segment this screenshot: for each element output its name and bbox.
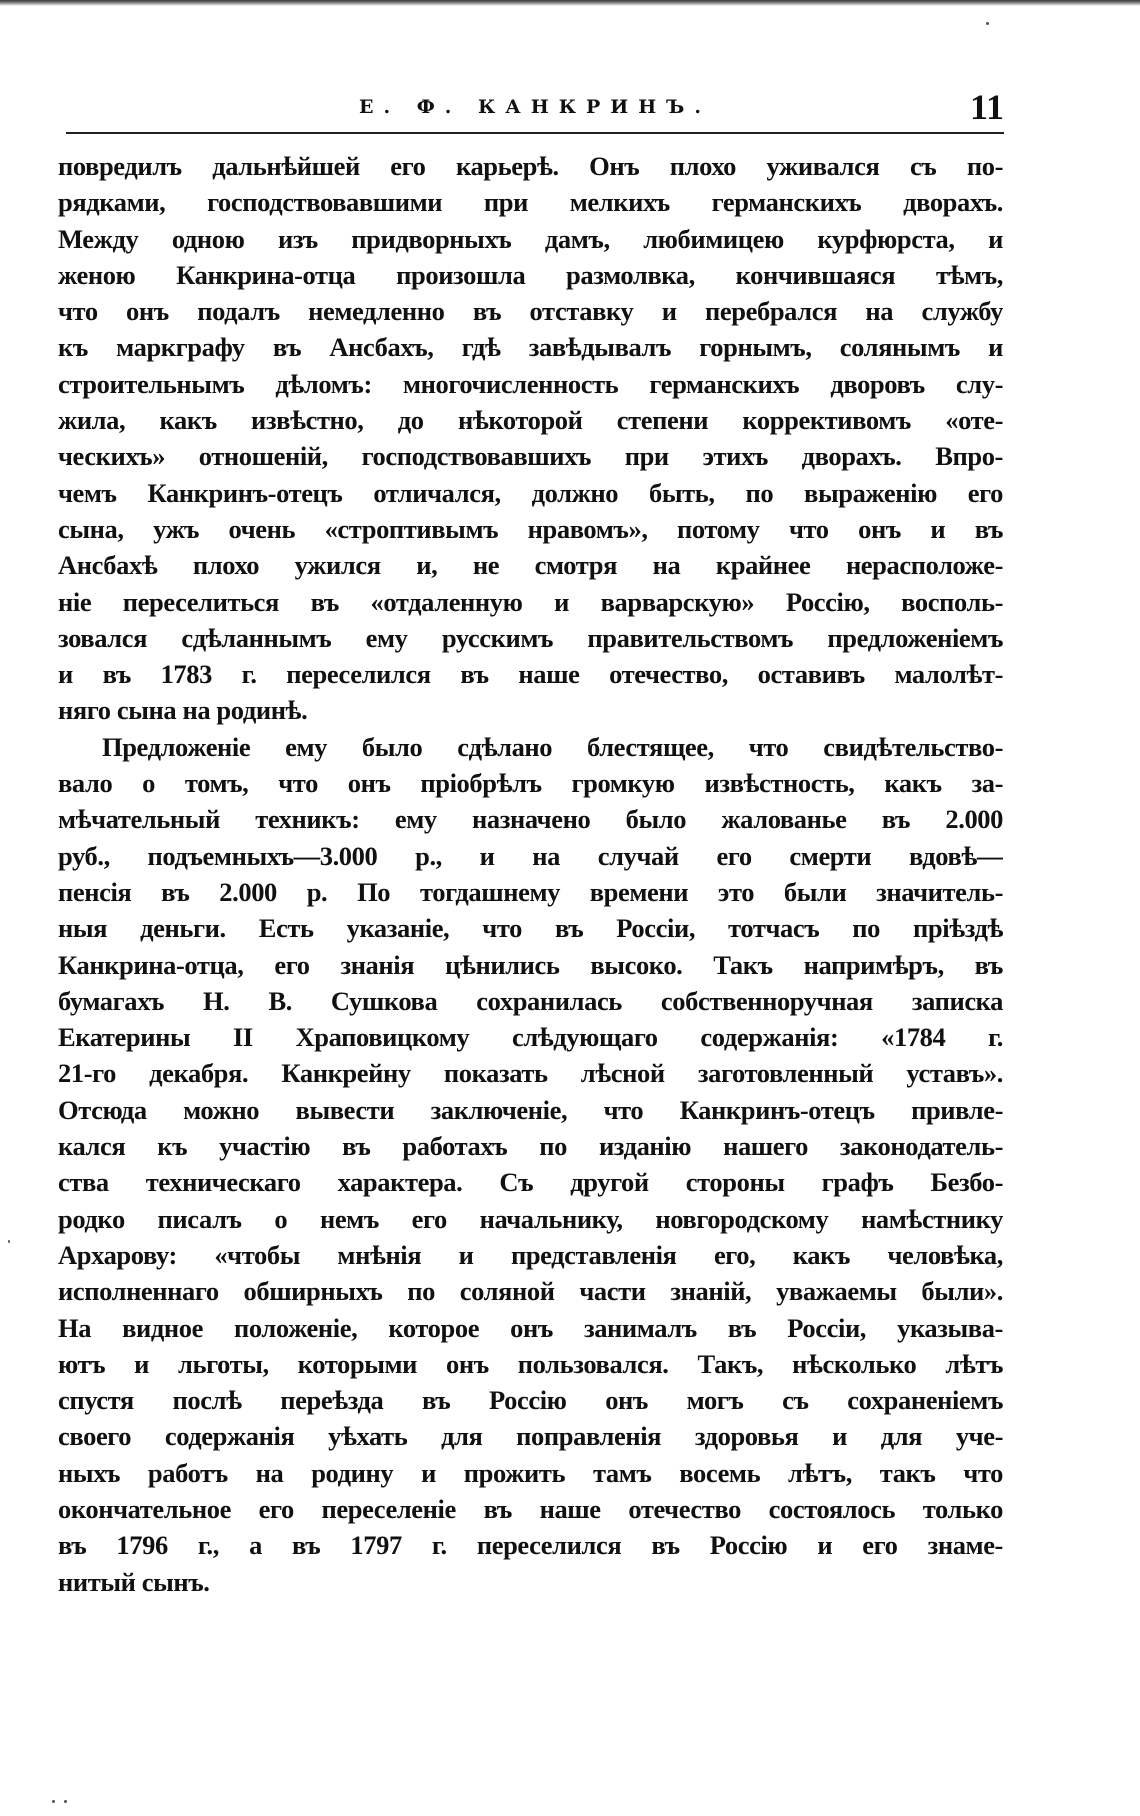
text-line: родко писалъ о немъ его начальнику, новгородскому намѣстнику	[58, 1203, 1003, 1234]
text-line: чемъ Канкринъ-отецъ отличался, должно быть, по выраженію его	[58, 477, 1003, 508]
running-title: Е. Ф. КАНКРИНЪ.	[359, 96, 711, 118]
text-line: Отсюда можно вывести заключеніе, что Канкринъ-отецъ привле-	[58, 1094, 1003, 1125]
scan-speck	[64, 1800, 67, 1803]
text-line: Ансбахѣ плохо ужился и, не смотря на крайнее нерасположе-	[58, 550, 1003, 581]
text-line: строительнымъ дѣломъ: многочисленность германскихъ дворовъ слу-	[58, 368, 1003, 399]
text-line: нитый сынъ.	[58, 1566, 210, 1597]
text-line: что онъ подалъ немедленно въ отставку и перебрался на службу	[58, 296, 1003, 327]
text-line: ніе переселиться въ «отдаленную и варварскую» Россію, восполь-	[58, 586, 1003, 617]
text-line: Екатерины II Храповицкому слѣдующаго содержанія: «1784 г.	[58, 1022, 1003, 1053]
text-line: окончательное его переселеніе въ наше отечество состоялось только	[58, 1493, 1003, 1524]
body-text	[58, 148, 1003, 1600]
running-head	[66, 88, 1004, 130]
text-line: 21-го декабря. Канкрейну показать лѣсной заготовленный уставъ».	[58, 1058, 1003, 1089]
text-line: ютъ и льготы, которыми онъ пользовался. Такъ, нѣсколько лѣтъ	[58, 1348, 1003, 1379]
text-line: зовался сдѣланнымъ ему русскимъ правительствомъ предложеніемъ	[58, 622, 1003, 653]
text-line: рядками, господствовавшими при мелкихъ германскихъ дворахъ.	[58, 187, 1003, 218]
text-line: руб., подъемныхъ—3.000 р., и на случай его смерти вдовѣ—	[58, 840, 1003, 871]
text-line: кался къ участію въ работахъ по изданію нашего законодатель-	[58, 1131, 1003, 1162]
text-line: На видное положеніе, которое онъ занималъ въ Россіи, указыва-	[58, 1312, 1003, 1343]
text-line: вало о томъ, что онъ пріобрѣлъ громкую извѣстность, какъ за-	[58, 768, 1003, 799]
text-line: жила, какъ извѣстно, до нѣкоторой степени коррективомъ «оте-	[58, 405, 1003, 436]
text-line: ства техническаго характера. Съ другой стороны графъ Безбо-	[58, 1167, 1003, 1198]
text-line: своего содержанія уѣхать для поправленія здоровья и для уче-	[58, 1421, 1003, 1452]
text-line: спустя послѣ переѣзда въ Россію онъ могъ съ сохраненіемъ	[58, 1385, 1003, 1416]
text-line: Канкрина-отца, его знанія цѣнились высоко. Такъ напримѣръ, въ	[58, 949, 1003, 980]
paragraph-2	[58, 729, 1003, 1600]
text-line: къ маркграфу въ Ансбахъ, гдѣ завѣдывалъ горнымъ, солянымъ и	[58, 332, 1003, 363]
scan-speck	[52, 1800, 55, 1803]
page-number: 11	[969, 87, 1004, 127]
paragraph-1	[58, 148, 1003, 729]
text-line: ныя деньги. Есть указаніе, что въ Россіи, тотчасъ по пріѣздѣ	[58, 913, 1003, 944]
text-line: Между одною изъ придворныхъ дамъ, любимицею курфюрста, и	[58, 223, 1003, 254]
text-line: няго сына на родинѣ.	[58, 695, 308, 726]
text-line: исполненнаго обширныхъ по соляной части знаній, уважаемы были».	[58, 1276, 1003, 1307]
text-line: повредилъ дальнѣйшей его карьерѣ. Онъ плохо уживался съ по-	[58, 151, 1003, 181]
text-line: въ 1796 г., а въ 1797 г. переселился въ Россію и его знаме-	[58, 1530, 1003, 1561]
scan-speck	[986, 22, 989, 25]
text-line: сына, ужъ очень «строптивымъ нравомъ», потому что онъ и въ	[58, 513, 1003, 544]
header-rule	[66, 132, 1004, 134]
text-line: ныхъ работъ на родину и прожить тамъ восемь лѣтъ, такъ что	[58, 1457, 1003, 1488]
text-line: и въ 1783 г. переселился въ наше отечество, оставивъ малолѣт-	[58, 659, 1003, 690]
text-line: женою Канкрина-отца произошла размолвка, кончившаяся тѣмъ,	[58, 259, 1003, 290]
text-line: Архарову: «чтобы мнѣнія и представленія его, какъ человѣка,	[58, 1239, 1003, 1270]
text-line: пенсія въ 2.000 р. По тогдашнему времени это были значитель-	[58, 876, 1003, 907]
text-line: мѣчательный техникъ: ему назначено было жалованье въ 2.000	[58, 804, 1003, 835]
scan-speck	[8, 1240, 10, 1243]
text-line: бумагахъ Н. В. Сушкова сохранилась собственноручная записка	[58, 985, 1003, 1016]
text-line: ческихъ» отношеній, господствовавшихъ при этихъ дворахъ. Впро-	[58, 441, 1003, 472]
text-line: Предложеніе ему было сдѣлано блестящее, что свидѣтельство-	[102, 731, 1003, 762]
